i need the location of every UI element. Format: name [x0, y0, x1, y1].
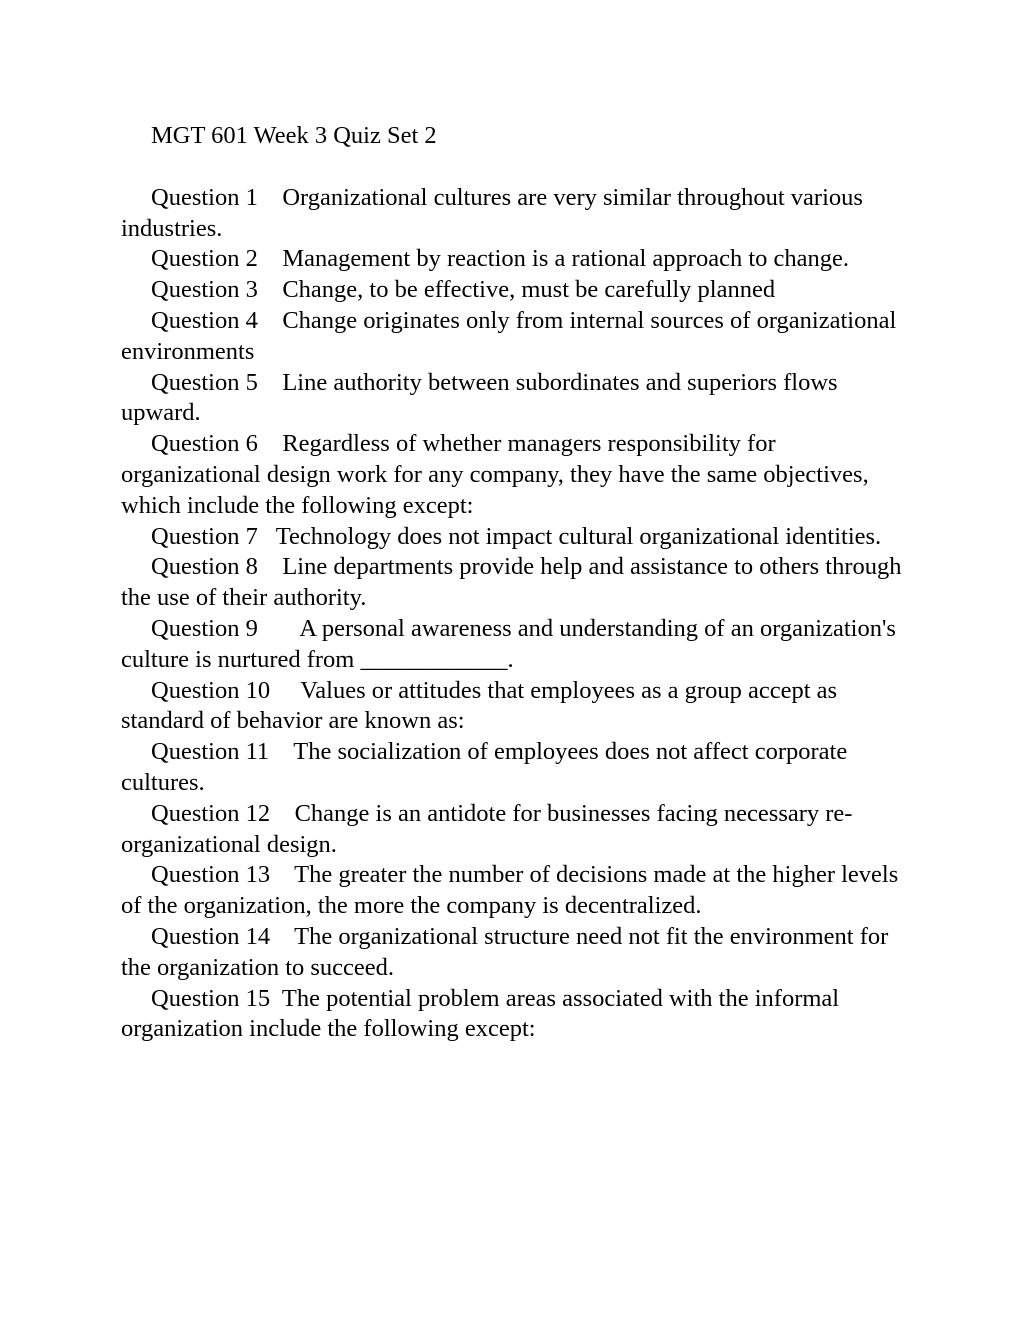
question-1: [121, 183, 911, 245]
question-4: [121, 306, 911, 368]
question-list: [121, 183, 911, 1045]
question-text: Change is an antidote for businesses facing necessary re-organizational design.: [121, 799, 853, 858]
question-5: [121, 368, 911, 430]
question-2: [121, 244, 911, 275]
question-14: [121, 922, 911, 984]
question-text: Line authority between subordinates and superiors flows upward.: [121, 368, 838, 427]
question-11: [121, 737, 911, 799]
question-6: [121, 429, 911, 521]
question-10: [121, 676, 911, 738]
question-number: Question 3: [151, 276, 258, 304]
question-number: Question 6: [151, 430, 258, 458]
document-title: MGT 601 Week 3 Quiz Set 2: [151, 122, 437, 149]
question-number: Question 10: [151, 676, 271, 704]
question-text: Management by reaction is a rational approach to change.: [282, 245, 850, 273]
question-text: Technology does not impact cultural organizational identities.: [275, 522, 882, 550]
question-7: [121, 522, 911, 553]
question-9: [121, 614, 911, 676]
question-text: Line departments provide help and assistance to others through the use of their authority.: [121, 553, 902, 612]
question-text: The socialization of employees does not affect corporate cultures.: [121, 738, 848, 796]
question-number: Question 7: [151, 522, 258, 550]
question-15: [121, 984, 911, 1046]
question-number: Question 13: [151, 861, 271, 889]
question-text: Change originates only from internal sources of organizational environments: [121, 306, 897, 365]
question-text: The potential problem areas associated with the informal organization include the following except:: [121, 984, 840, 1043]
question-text: Organizational cultures are very similar throughout various industries.: [121, 183, 863, 242]
question-number: Question 14: [151, 922, 271, 950]
question-text: A personal awareness and understanding of an organization's culture is nurtured from ____________.: [121, 614, 896, 673]
question-text: Values or attitudes that employees as a group accept as standard of behavior are known as:: [121, 676, 838, 735]
question-12: [121, 799, 911, 861]
question-text: Regardless of whether managers responsibility for organizational design work for any company, they have the same objectives, which include the following except:: [121, 430, 869, 519]
question-number: Question 11: [151, 738, 270, 766]
question-number: Question 2: [151, 245, 258, 273]
question-8: [121, 552, 911, 614]
question-13: [121, 860, 911, 922]
question-number: Question 1: [151, 183, 258, 211]
question-number: Question 4: [151, 306, 258, 334]
question-number: Question 15: [151, 984, 271, 1012]
question-text: The organizational structure need not fit the environment for the organization to succeed.: [121, 922, 889, 981]
document-page: [121, 121, 911, 1045]
question-number: Question 12: [151, 799, 271, 827]
question-number: Question 5: [151, 368, 258, 396]
question-text: Change, to be effective, must be carefully planned: [282, 276, 776, 304]
question-number: Question 9: [151, 614, 258, 642]
question-3: [121, 275, 911, 306]
question-text: The greater the number of decisions made at the higher levels of the organization, the more the company is decentralized.: [121, 861, 899, 920]
question-number: Question 8: [151, 553, 258, 581]
